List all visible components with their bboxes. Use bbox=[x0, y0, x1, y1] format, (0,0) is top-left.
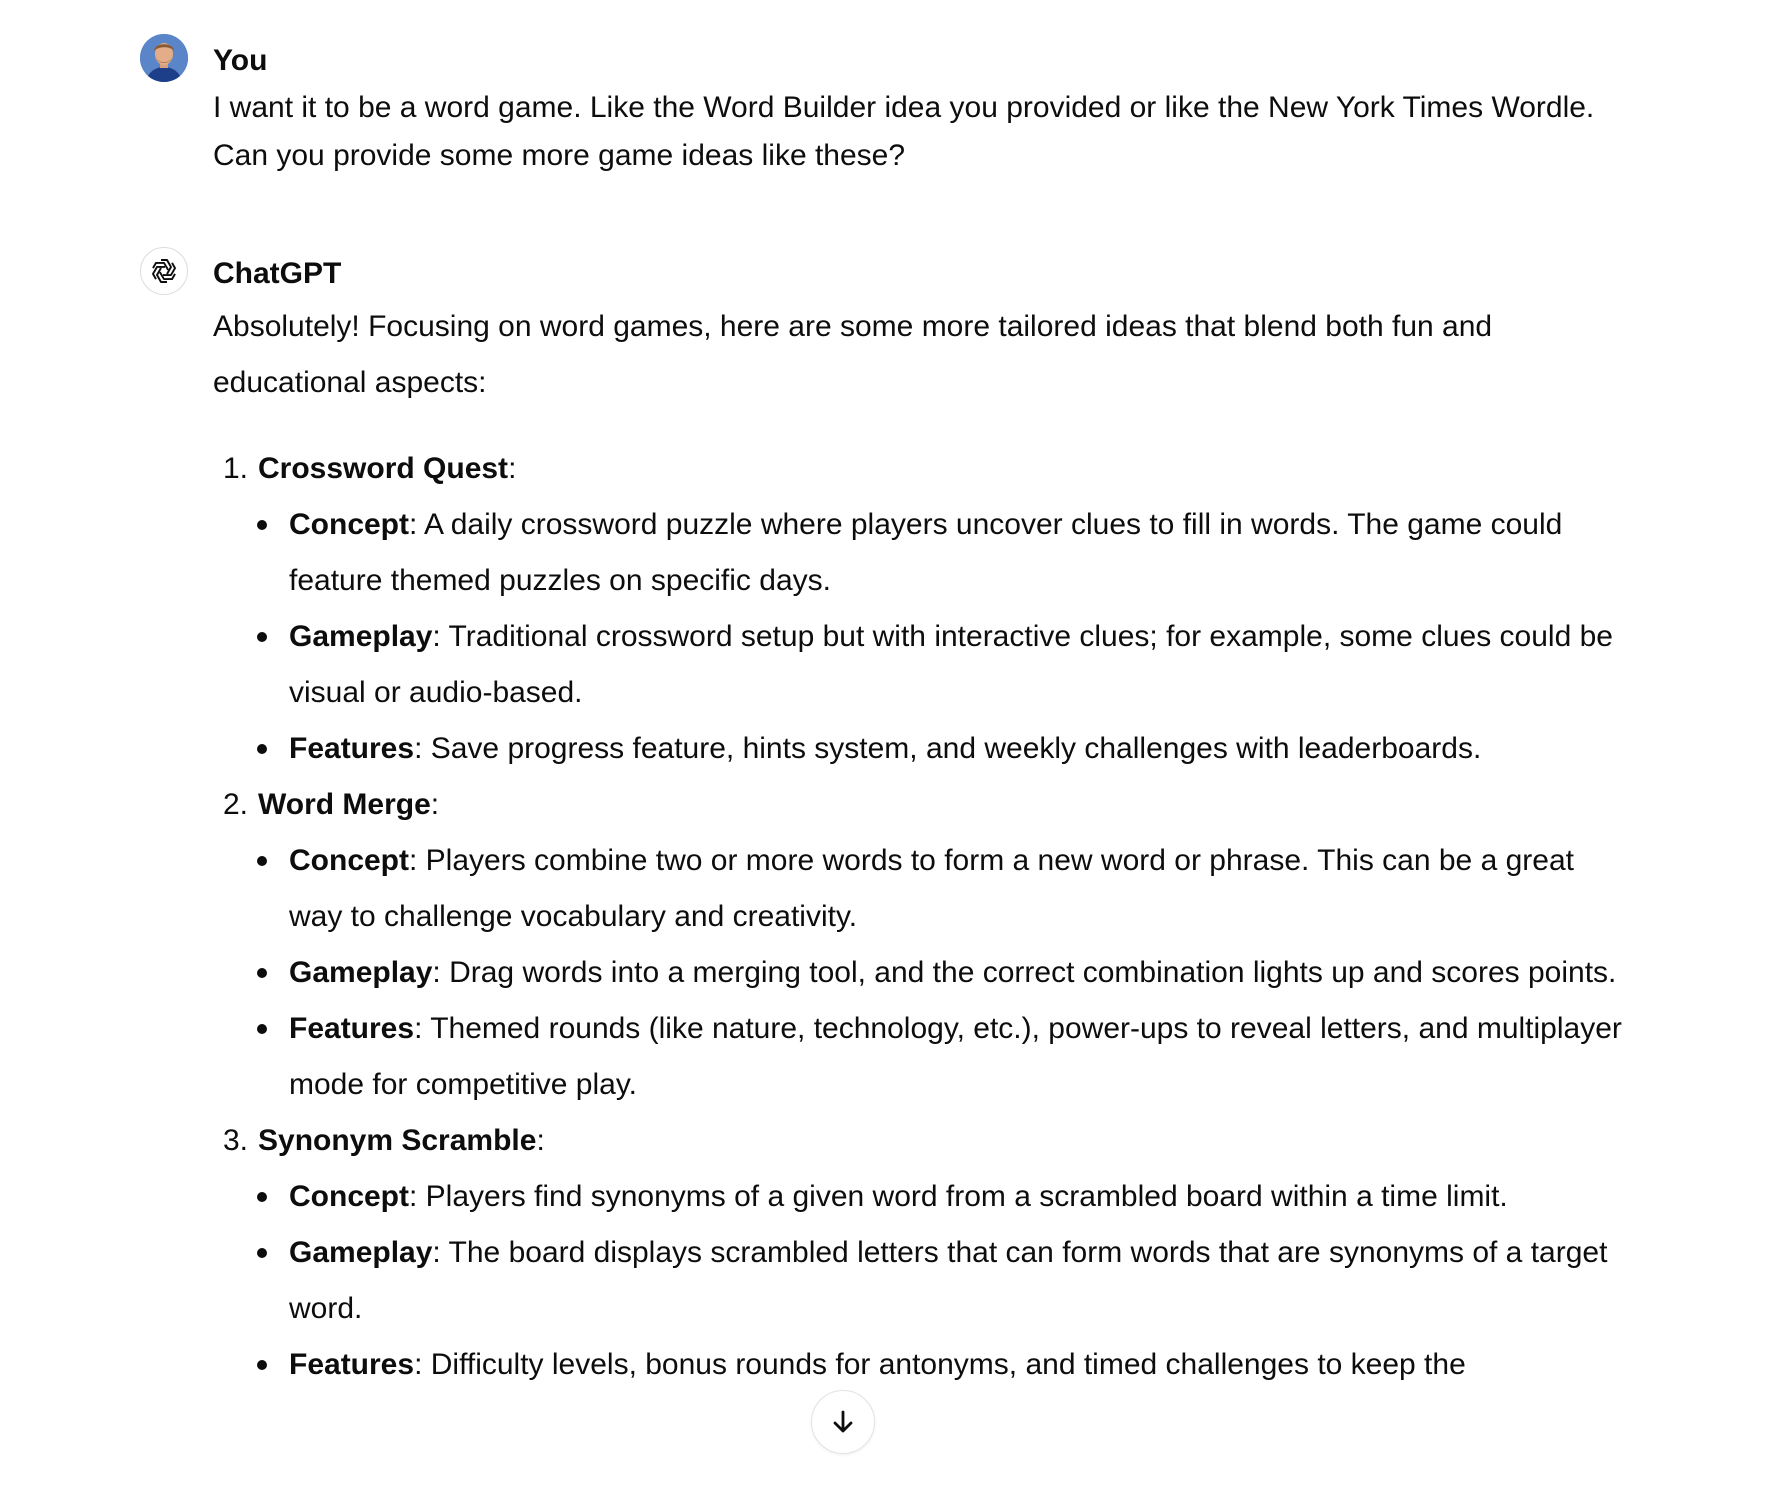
point-text: : Difficulty levels, bonus rounds for antonyms, and timed challenges to keep the bbox=[414, 1348, 1466, 1381]
idea-title: Crossword Quest bbox=[258, 452, 509, 485]
point-text: : Players combine two or more words to form a new word or phrase. This can be a great way to challenge vocabulary and creativity. bbox=[289, 844, 1574, 933]
point-label: Concept bbox=[289, 1180, 409, 1213]
idea-item: 3. Synonym Scramble: Concept: Players find synonyms of a given word from a scrambled board within a time limit. Gameplay: The board displays scrambled letters that can form words that are synonyms of a target word. Features: Difficulty levels, bonus rounds for antonyms, and timed challenges to keep the bbox=[213, 1113, 1623, 1393]
bullet-icon bbox=[257, 632, 267, 642]
idea-number: 3. bbox=[223, 1124, 249, 1157]
point-label: Features bbox=[289, 1348, 415, 1381]
idea-point bbox=[213, 833, 1623, 945]
point-text: : The board displays scrambled letters that can form words that are synonyms of a target word. bbox=[289, 1236, 1608, 1325]
idea-point bbox=[213, 1225, 1623, 1337]
user-author-label: You bbox=[213, 44, 268, 77]
user-avatar bbox=[140, 34, 188, 82]
idea-point bbox=[213, 721, 1623, 777]
game-ideas-list bbox=[213, 441, 1623, 1393]
bullet-icon bbox=[257, 1024, 267, 1034]
idea-points-list bbox=[258, 833, 1623, 1113]
point-text: : A daily crossword puzzle where players uncover clues to fill in words. The game could feature themed puzzles on specific days. bbox=[289, 508, 1563, 597]
point-label: Gameplay bbox=[289, 1236, 433, 1269]
idea-points-list bbox=[258, 1169, 1623, 1393]
bullet-icon bbox=[257, 856, 267, 866]
point-text: : Themed rounds (like nature, technology, etc.), power-ups to reveal letters, and multiplayer mode for competitive play. bbox=[289, 1012, 1622, 1101]
idea-title: Word Merge bbox=[258, 788, 431, 821]
bullet-icon bbox=[257, 1360, 267, 1370]
bullet-icon bbox=[257, 744, 267, 754]
assistant-author-label: ChatGPT bbox=[213, 257, 342, 290]
bullet-icon bbox=[257, 968, 267, 978]
user-message-text: I want it to be a word game. Like the Word Builder idea you provided or like the New York Times Wordle. Can you provide some more game ideas like these? bbox=[213, 91, 1595, 172]
point-text: : Traditional crossword setup but with interactive clues; for example, some clues could be visual or audio-based. bbox=[289, 620, 1613, 709]
assistant-message-body bbox=[213, 247, 1623, 1393]
idea-number: 2. bbox=[223, 788, 249, 821]
point-text: : Save progress feature, hints system, and weekly challenges with leaderboards. bbox=[414, 732, 1482, 765]
bullet-icon bbox=[257, 1192, 267, 1202]
user-avatar-photo-icon bbox=[140, 34, 188, 82]
user-message-body bbox=[213, 34, 1623, 180]
idea-number: 1. bbox=[223, 452, 249, 485]
idea-point bbox=[213, 1001, 1623, 1113]
bullet-icon bbox=[257, 520, 267, 530]
idea-item: 1. Crossword Quest: Concept: A daily crossword puzzle where players uncover clues to fill in words. The game could feature themed puzzles on specific days. Gameplay: Traditional crossword setup but with interactive clues; for example, some clues could be visual or audio-based. Features: Save progress feature, hints system, and weekly challenges with leaderboards. bbox=[213, 441, 1623, 777]
point-label: Gameplay bbox=[289, 620, 433, 653]
point-text: : Players find synonyms of a given word from a scrambled board within a time limit. bbox=[409, 1180, 1508, 1213]
idea-point bbox=[213, 945, 1623, 1001]
idea-point bbox=[213, 497, 1623, 609]
idea-item: 2. Word Merge: Concept: Players combine two or more words to form a new word or phrase. This can be a great way to challenge vocabulary and creativity. Gameplay: Drag words into a merging tool, and the correct combination lights up and scores points. Features: Themed rounds (like nature, technology, etc.), power-ups to reveal letters, and multiplayer mode for competitive play. bbox=[213, 777, 1623, 1113]
arrow-down-icon bbox=[828, 1407, 858, 1437]
point-label: Features bbox=[289, 1012, 415, 1045]
point-label: Concept bbox=[289, 844, 409, 877]
idea-point bbox=[213, 1169, 1623, 1225]
scroll-to-bottom-button[interactable] bbox=[811, 1390, 875, 1454]
point-label: Gameplay bbox=[289, 956, 433, 989]
idea-point bbox=[213, 1337, 1623, 1393]
idea-point bbox=[213, 609, 1623, 721]
idea-title: Synonym Scramble bbox=[258, 1124, 537, 1157]
assistant-intro-text: Absolutely! Focusing on word games, here are some more tailored ideas that blend both fun and educational aspects: bbox=[213, 310, 1493, 399]
point-text: : Drag words into a merging tool, and the correct combination lights up and scores points. bbox=[432, 956, 1617, 989]
point-label: Features bbox=[289, 732, 415, 765]
bullet-icon bbox=[257, 1248, 267, 1258]
assistant-avatar bbox=[140, 247, 188, 295]
openai-logo-icon bbox=[148, 255, 180, 287]
point-label: Concept bbox=[289, 508, 409, 541]
idea-points-list bbox=[258, 497, 1623, 777]
